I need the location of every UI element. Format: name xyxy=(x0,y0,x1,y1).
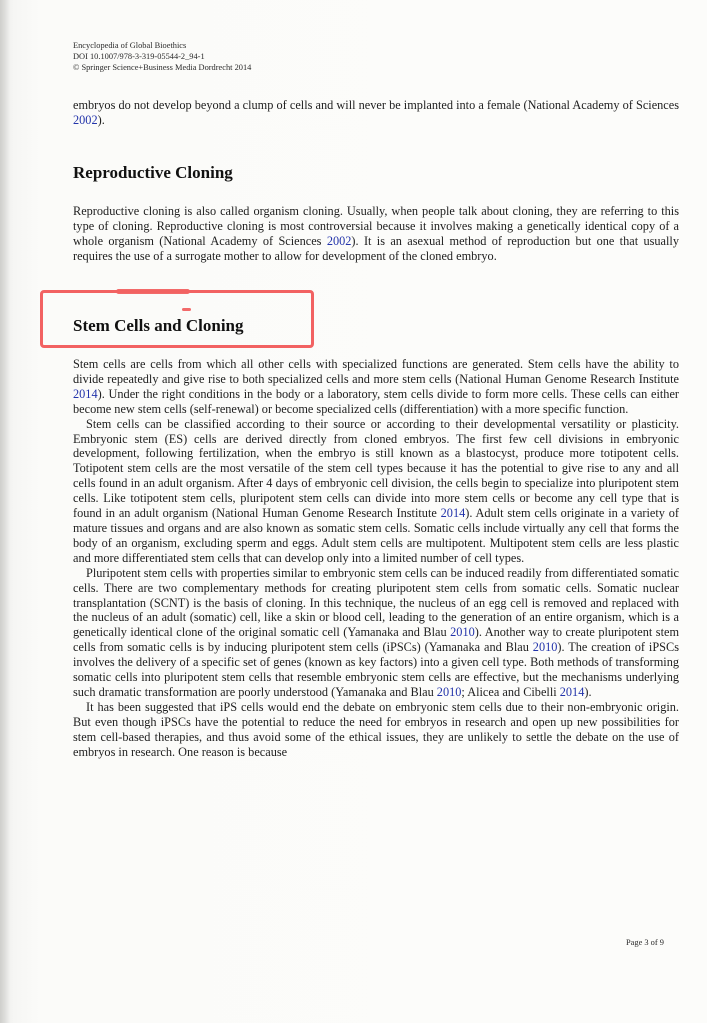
citation-link[interactable]: 2010 xyxy=(532,640,558,655)
stem-cells-paragraph-1: Stem cells are cells from which all other cells with specialized functions are generated. Stem cells have the ability to divide repeatedly and give rise to both specialized cells and more stem cells (National Human Genome Research Institute 2014). Under the right conditions in the body or a laboratory, stem cells divide to form more cells. These cells can either become new stem cells (self-renewal) or become specialized cells (differentiation) with a more specific function. xyxy=(73,357,679,416)
intro-paragraph: embryos do not develop beyond a clump of cells and will never be implanted into a female (National Academy of Sciences 2002). xyxy=(73,98,679,127)
page-number: Page 3 of 9 xyxy=(626,938,664,947)
citation-link[interactable]: 2010 xyxy=(436,684,462,699)
citation-link[interactable]: 2014 xyxy=(559,684,585,699)
stem-cells-paragraph-3: Pluripotent stem cells with properties similar to embryonic stem cells can be induced readily from differentiated somatic cells. There are two complementary methods for creating pluripotent stem cells from somatic cells. Somatic nuclear transplantation (SCNT) is the basis of cloning. In this technique, the nucleus of an egg cell is removed and replaced with the nucleus of an adult (somatic) cell, like a skin or blood cell, leading to the generation of an entire organism, which is a genetically identical clone of the original somatic cell (Yamanaka and Blau 2010). Another way to create pluripotent stem cells from somatic cells is by inducing pluripotent stem cells (iPSCs) (Yamanaka and Blau 2010). The creation of iPSCs involves the delivery of a specific set of genes (known as key factors) into a given cell type. Both methods of transforming somatic cells into pluripotent stem cells that resemble embryonic stem cells are effective, but the mechanisms underlying such dramatic transformation are poorly understood (Yamanaka and Blau 2010; Alicea and Cibelli 2014). xyxy=(73,565,680,699)
stem-cells-paragraph-2: Stem cells can be classified according to their source or according to their developmental versatility or plasticity. Embryonic stem (ES) cells are derived directly from cloned embryos. The first few cell divisions in embryonic development, following fertilization, when the embryo is still known as a blastocyst, produce more totipotent cells. Totipotent stem cells are the most versatile of the stem cell types because it has the potential to give rise to any and all cells found in an adult organism. After 4 days of embryonic cell division, the cells begin to specialize into pluripotent stem cells. Like totipotent stem cells, pluripotent stem cells can divide into more stem cells or become any cell type that is found in an adult organism (National Human Genome Research Institute 2014). Adult stem cells originate in a variety of mature tissues and organs and are also known as somatic stem cells. Somatic cells include virtually any cell that forms the body of an organism, excluding sperm and eggs. Adult stem cells are multipotent. Multipotent stem cells are less plastic and more differentiated stem cells that can develop only into a limited number of cell types. xyxy=(73,416,679,565)
section-heading-stem-cells: Stem Cells and Cloning xyxy=(73,316,244,335)
reproductive-cloning-paragraph: Reproductive cloning is also called organism cloning. Usually, when people talk about cloning, they are referring to this type of cloning. Reproductive cloning is most controversial because it involves making a genetically identical copy of a whole organism (National Academy of Sciences 2002). It is an asexual method of reproduction but one that usually requires the use of a surrogate mother to allow for development of the cloned embryo. xyxy=(73,204,679,263)
page-edge-shadow xyxy=(0,0,10,1023)
header-journal: Encyclopedia of Global Bioethics xyxy=(73,41,187,50)
citation-link[interactable]: 2014 xyxy=(440,506,466,521)
header-copyright: © Springer Science+Business Media Dordrecht 2014 xyxy=(73,63,252,73)
document-header xyxy=(73,40,251,74)
header-doi: DOI 10.1007/978-3-319-05544-2_94-1 xyxy=(73,52,205,62)
citation-link[interactable]: 2002 xyxy=(326,233,352,248)
citation-link[interactable]: 2002 xyxy=(73,112,98,127)
citation-link[interactable]: 2010 xyxy=(450,625,475,640)
citation-link[interactable]: 2014 xyxy=(73,386,98,401)
section-heading-reproductive-cloning: Reproductive Cloning xyxy=(73,163,233,182)
stem-cells-paragraph-4: It has been suggested that iPS cells would end the debate on embryonic stem cells due to their non-embryonic origin. But even though iPSCs have the potential to reduce the need for embryos in research and open up new possibilities for stem cell-based therapies, and thus avoid some of the ethical issues, they are unlikely to settle the debate on the use of embryos in research. One reason is because xyxy=(73,699,679,759)
stem-cells-body xyxy=(73,357,679,759)
